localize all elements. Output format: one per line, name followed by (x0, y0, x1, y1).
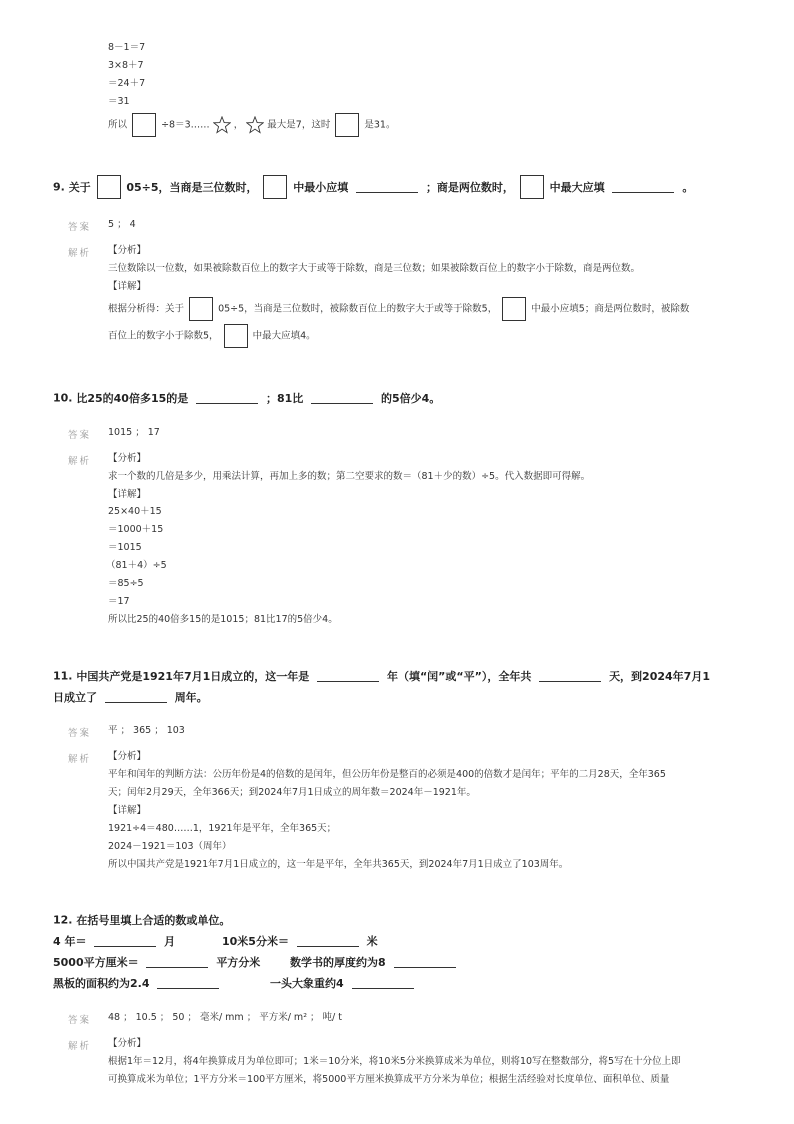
detail-text: 05÷5，当商是三位数时，被除数百位上的数字大于或等于除数5， (218, 303, 498, 315)
row-text: 4 年＝ (53, 935, 87, 948)
fill-blank[interactable] (196, 393, 258, 404)
question-12-row-1 (53, 933, 175, 949)
analysis-text-1: 平年和闰年的判断方法：公历年份是4的倍数的是闰年，但公历年份是整百的必须是400的倍数才是闰年；平年的二月28天，全年365 (108, 769, 666, 780)
fill-blank[interactable] (539, 671, 601, 682)
star-icon (246, 116, 264, 134)
conclusion-line (108, 113, 395, 137)
answer-value: 48 ； 10.5 ； 50 ； 毫米/ mm ； 平方米/ m² ； 吨/ t (108, 1012, 342, 1023)
row-text: 黑板的面积约为2.4 (53, 977, 150, 990)
detail-line: ＝1000＋15 (108, 524, 164, 535)
detail-line: 所以中国共产党是1921年7月1日成立的，这一年是平年，全年共365天，到2024年7月1日成立了103周年。 (108, 859, 569, 870)
answer-label: 答案 (68, 1015, 92, 1026)
question-text: ；81比 (265, 392, 304, 405)
conclusion-text-5: 是31。 (364, 119, 396, 131)
answer-box (189, 297, 213, 321)
analysis-title: 【分析】 (108, 751, 147, 762)
question-10 (53, 390, 440, 406)
row-text: 一头大象重约4 (270, 977, 344, 990)
detail-line: （81＋4）÷5 (106, 560, 167, 571)
row-text: 米 (366, 935, 378, 948)
detail-line: ＝1015 (108, 542, 142, 553)
question-text: 周年。 (174, 691, 208, 704)
analysis-title: 【分析】 (108, 1038, 147, 1049)
question-12-row-3 (53, 975, 223, 991)
conclusion-text-4: 最大是7，这时 (267, 119, 331, 131)
calc-line-2: 3×8＋7 (108, 60, 144, 71)
detail-text: 根据分析得：关于 (108, 303, 185, 315)
fill-blank[interactable] (352, 978, 414, 989)
analysis-text-2: 天；闰年2月29天，全年366天；到2024年7月1日成立的周年数＝2024年－1921年。 (108, 787, 476, 798)
row-text: 5000平方厘米＝ (53, 956, 139, 969)
answer-box (520, 175, 544, 199)
question-11-line-2 (53, 689, 208, 705)
fill-blank[interactable] (311, 393, 373, 404)
question-12-row-2b (290, 954, 460, 970)
question-9 (53, 175, 693, 199)
analysis-text-2: 可换算成米为单位；1平方分米＝100平方厘米，将5000平方厘米换算成平方分米为单位；根据生活经验对长度单位、面积单位、质量 (108, 1074, 670, 1085)
calc-line-3: ＝24＋7 (108, 78, 146, 89)
row-text: 数学书的厚度约为8 (290, 956, 386, 969)
question-11 (53, 668, 710, 684)
analysis-label: 解析 (68, 248, 92, 259)
detail-title: 【详解】 (108, 805, 147, 816)
answer-box (502, 297, 526, 321)
row-text: 10米5分米＝ (222, 935, 289, 948)
conclusion-text-2: ÷8＝3…… (161, 119, 210, 131)
detail-line: ＝17 (108, 596, 130, 607)
answer-label: 答案 (68, 222, 92, 233)
answer-box (97, 175, 121, 199)
question-12-row-2 (53, 954, 260, 970)
question-text: 的5倍少4。 (380, 392, 441, 405)
fill-blank[interactable] (157, 978, 219, 989)
answer-value: 1015 ； 17 (108, 427, 160, 438)
question-text: 日成立了 (53, 691, 97, 704)
question-text: 中最小应填 (293, 181, 349, 194)
detail-line: 2024－1921＝103（周年） (108, 841, 232, 852)
question-number: 9. (53, 180, 65, 194)
question-text: 比25的40倍多15的是 (76, 392, 189, 405)
row-text: 平方分米 (216, 956, 261, 969)
question-12 (53, 912, 230, 928)
question-text: 05÷5，当商是三位数时， (126, 181, 258, 194)
answer-box (263, 175, 287, 199)
question-text: 。 (682, 181, 694, 194)
answer-label: 答案 (68, 430, 92, 441)
question-text: 关于 (68, 181, 91, 194)
analysis-text: 求一个数的几倍是多少，用乘法计算，再加上多的数；第二空要求的数＝（81＋少的数）÷5。代入数据即可得解。 (108, 471, 591, 482)
analysis-label: 解析 (68, 754, 92, 765)
question-number: 12. (53, 913, 73, 927)
question-number: 10. (53, 391, 73, 405)
answer-value: 5 ； 4 (108, 219, 136, 230)
fill-blank[interactable] (356, 182, 418, 193)
analysis-label: 解析 (68, 456, 92, 467)
answer-box (132, 113, 156, 137)
answer-box (224, 324, 248, 348)
fill-blank[interactable] (146, 957, 208, 968)
row-text: 月 (164, 935, 176, 948)
analysis-title: 【分析】 (108, 453, 147, 464)
detail-line-1 (108, 297, 689, 321)
conclusion-text-3: ， (233, 119, 244, 131)
detail-line-2 (108, 324, 316, 348)
question-text: 年（填“闰”或“平”），全年共 (386, 670, 532, 683)
question-text: 天，到2024年7月1 (609, 670, 710, 683)
fill-blank[interactable] (317, 671, 379, 682)
detail-text: 百位上的数字小于除数5， (108, 330, 219, 342)
analysis-title: 【分析】 (108, 245, 147, 256)
analysis-label: 解析 (68, 1041, 92, 1052)
fill-blank[interactable] (105, 692, 167, 703)
question-12-row-1b (222, 933, 378, 949)
answer-label: 答案 (68, 728, 92, 739)
detail-text: 中最大应填4。 (252, 330, 316, 342)
fill-blank[interactable] (612, 182, 674, 193)
detail-line: 所以比25的40倍多15的是1015；81比17的5倍少4。 (108, 614, 338, 625)
detail-line: ＝85÷5 (108, 578, 144, 589)
question-text: 在括号里填上合适的数或单位。 (76, 914, 231, 927)
question-text: 中国共产党是1921年7月1日成立的，这一年是 (76, 670, 310, 683)
fill-blank[interactable] (394, 957, 456, 968)
question-number: 11. (53, 669, 73, 683)
question-text: 中最大应填 (549, 181, 605, 194)
detail-title: 【详解】 (108, 489, 147, 500)
calc-line-4: ＝31 (108, 96, 130, 107)
answer-box (335, 113, 359, 137)
detail-line: 1921÷4＝480……1，1921年是平年，全年365天； (108, 823, 337, 834)
answer-value: 平 ； 365 ； 103 (108, 725, 185, 736)
analysis-text-1: 根据1年＝12月，将4年换算成月为单位即可；1米＝10分米，将10米5分米换算成米为单位，则将10写在整数部分，将5写在十分位上即 (108, 1056, 681, 1067)
calc-line-1: 8－1＝7 (108, 42, 146, 53)
detail-line: 25×40＋15 (108, 506, 162, 517)
question-12-row-3b (270, 975, 418, 991)
detail-title: 【详解】 (108, 281, 147, 292)
detail-text: 中最小应填5；商是两位数时，被除数 (531, 303, 690, 315)
conclusion-text-1: 所以 (108, 119, 128, 131)
fill-blank[interactable] (94, 936, 156, 947)
fill-blank[interactable] (297, 936, 359, 947)
question-text: ；商是两位数时， (425, 181, 514, 194)
star-icon (213, 116, 231, 134)
analysis-text: 三位数除以一位数，如果被除数百位上的数字大于或等于除数，商是三位数；如果被除数百位上的数字小于除数，商是两位数。 (108, 263, 641, 274)
